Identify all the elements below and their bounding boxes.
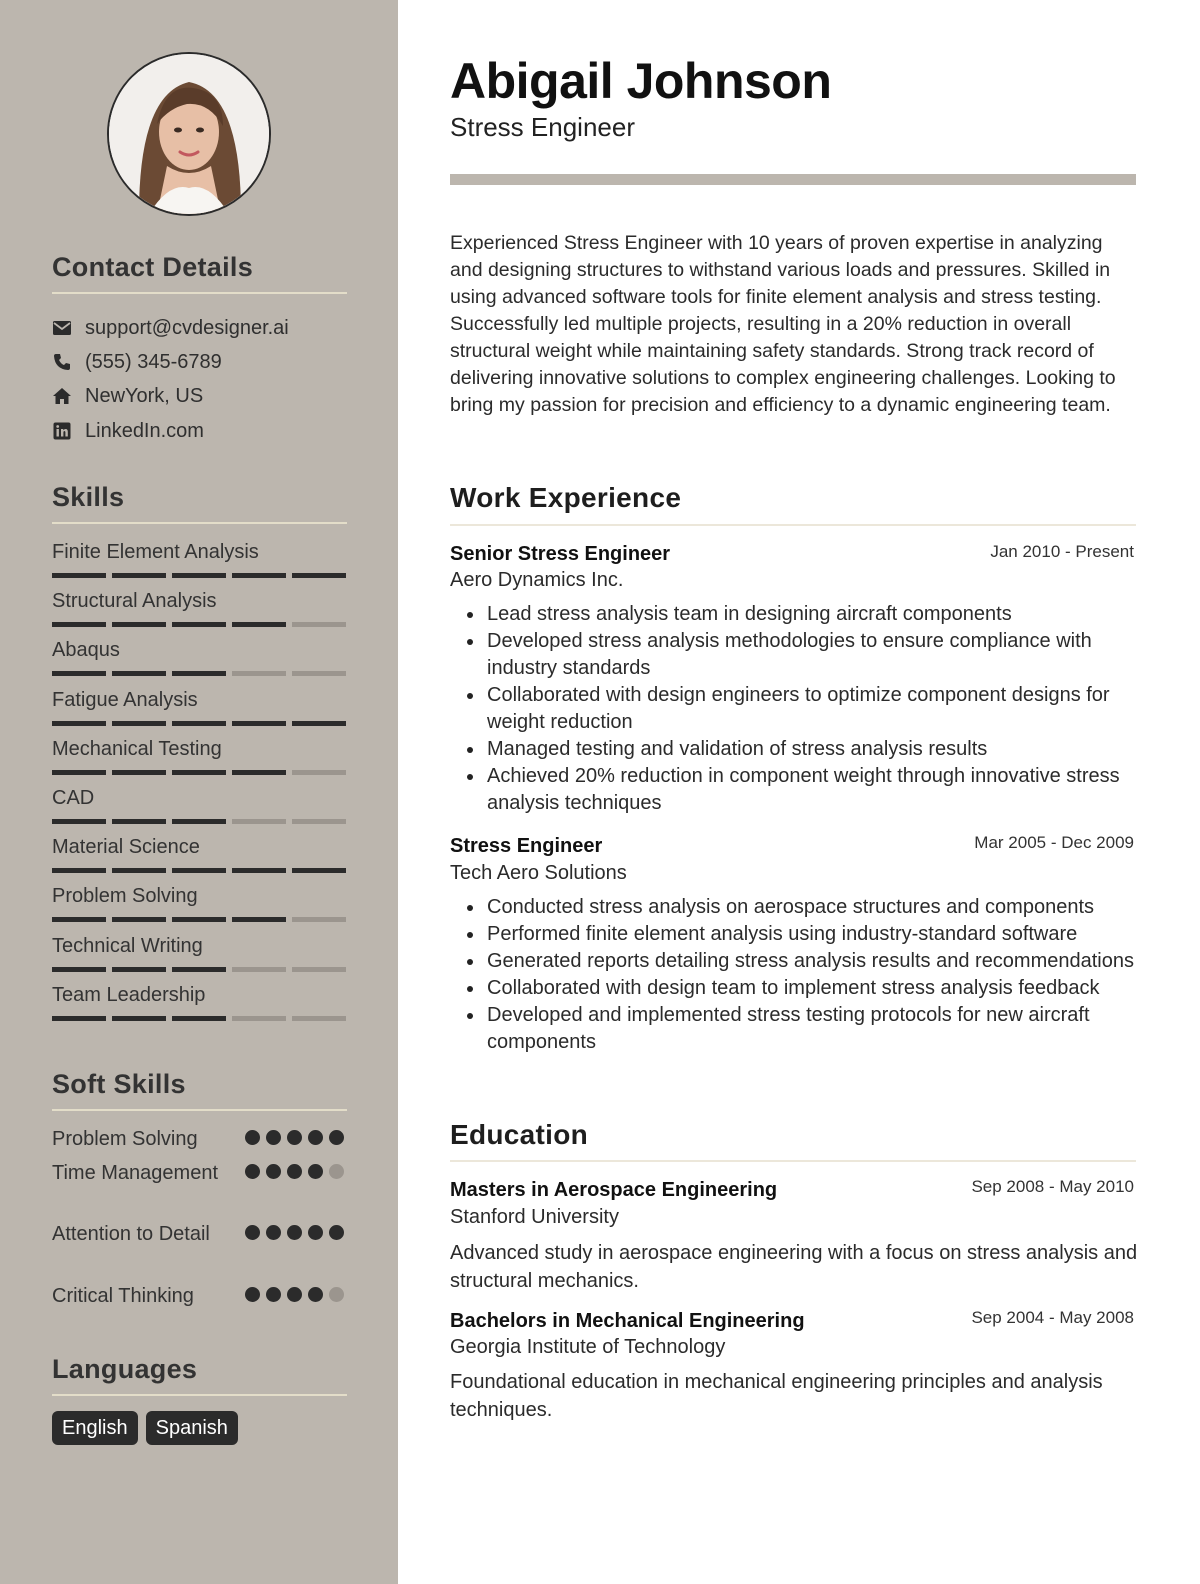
skill-level-segment — [232, 671, 286, 676]
skill-item — [52, 540, 347, 578]
soft-skill-name: Critical Thinking — [52, 1285, 194, 1307]
rating-dot — [329, 1130, 344, 1145]
language-badge: Spanish — [146, 1411, 238, 1445]
divider — [52, 522, 347, 524]
skill-level-segment — [52, 671, 106, 676]
skill-level-segment — [232, 917, 286, 922]
skill-item — [52, 688, 347, 726]
skill-level-segment — [292, 819, 346, 824]
skill-level-bar — [52, 622, 347, 627]
profile-photo — [107, 52, 271, 216]
degree-dates: Sep 2004 - May 2008 — [971, 1308, 1134, 1327]
skill-level-segment — [112, 819, 166, 824]
skill-item — [52, 786, 347, 824]
soft-skill-item — [52, 1160, 347, 1187]
rating-dot — [329, 1164, 344, 1179]
skill-name: Team Leadership — [52, 984, 206, 1006]
education-heading: Education — [450, 1119, 589, 1150]
skill-name: Finite Element Analysis — [52, 541, 259, 563]
rating-dot — [266, 1130, 281, 1145]
rating-dot — [287, 1130, 302, 1145]
rating-dot — [329, 1225, 344, 1240]
skill-level-segment — [52, 721, 106, 726]
skill-level-segment — [112, 671, 166, 676]
skill-item — [52, 934, 347, 972]
skill-name: Problem Solving — [52, 885, 198, 907]
language-badge: English — [52, 1411, 138, 1445]
contact-phone[interactable] — [52, 349, 222, 375]
soft-skills-heading: Soft Skills — [52, 1069, 186, 1099]
skill-level-segment — [172, 671, 226, 676]
skill-level-bar — [52, 967, 347, 972]
skill-level-segment — [172, 721, 226, 726]
degree-dates: Sep 2008 - May 2010 — [971, 1177, 1134, 1196]
skill-level-segment — [172, 1016, 226, 1021]
envelope-icon — [52, 318, 72, 338]
skill-level-segment — [292, 868, 346, 873]
job-bullets — [463, 894, 1143, 1056]
skill-level-segment — [232, 770, 286, 775]
rating-dot — [287, 1225, 302, 1240]
list-item: Collaborated with design team to implement stress analysis feedback — [463, 975, 1143, 1002]
candidate-name: Abigail Johnson — [450, 53, 832, 109]
skill-level-segment — [292, 721, 346, 726]
soft-skill-name: Attention to Detail — [52, 1223, 210, 1245]
skill-name: Material Science — [52, 836, 200, 858]
languages-heading: Languages — [52, 1354, 198, 1384]
skill-level-segment — [112, 622, 166, 627]
soft-skill-item — [52, 1221, 347, 1248]
divider — [52, 292, 347, 294]
linkedin-icon — [52, 421, 72, 441]
skill-level-bar — [52, 819, 347, 824]
job-dates: Mar 2005 - Dec 2009 — [974, 833, 1134, 852]
contact-email-text: support@cvdesigner.ai — [85, 316, 289, 339]
skill-level-segment — [52, 770, 106, 775]
rating-dot — [287, 1164, 302, 1179]
skill-level-segment — [232, 622, 286, 627]
rating-dot — [245, 1164, 260, 1179]
job-bullets — [463, 601, 1143, 817]
divider — [450, 1160, 1136, 1162]
soft-skill-rating — [245, 1130, 344, 1145]
skill-level-segment — [292, 573, 346, 578]
school-name: Stanford University — [450, 1206, 619, 1228]
skill-level-segment — [52, 967, 106, 972]
skill-level-segment — [232, 967, 286, 972]
skill-level-segment — [232, 868, 286, 873]
job-company: Aero Dynamics Inc. — [450, 569, 624, 591]
skills-heading: Skills — [52, 482, 125, 512]
skill-level-segment — [172, 573, 226, 578]
job-company: Tech Aero Solutions — [450, 862, 627, 884]
degree-description: Foundational education in mechanical engineering principles and analysis techniques. — [450, 1371, 1103, 1421]
skill-level-segment — [172, 917, 226, 922]
skill-level-segment — [112, 917, 166, 922]
skill-level-segment — [232, 819, 286, 824]
soft-skill-item — [52, 1283, 347, 1310]
skill-level-segment — [292, 671, 346, 676]
skill-level-segment — [292, 622, 346, 627]
candidate-role: Stress Engineer — [450, 112, 635, 142]
skill-level-segment — [52, 1016, 106, 1021]
skill-level-bar — [52, 671, 347, 676]
skill-level-bar — [52, 917, 347, 922]
skill-name: CAD — [52, 787, 95, 809]
skill-level-segment — [172, 868, 226, 873]
skill-item — [52, 835, 347, 873]
contact-email[interactable] — [52, 315, 289, 341]
degree-description: Advanced study in aerospace engineering with a focus on stress analysis and structural mechanics. — [450, 1242, 1138, 1292]
work-heading: Work Experience — [450, 482, 682, 513]
divider — [450, 524, 1136, 526]
list-item: Performed finite element analysis using industry-standard software — [463, 921, 1143, 948]
rating-dot — [308, 1287, 323, 1302]
skill-name: Abaqus — [52, 639, 120, 661]
skill-level-segment — [232, 573, 286, 578]
skill-item — [52, 589, 347, 627]
header-divider — [450, 174, 1136, 185]
languages-list — [52, 1411, 238, 1445]
job-title: Senior Stress Engineer — [450, 543, 671, 565]
skill-level-segment — [292, 770, 346, 775]
skill-level-segment — [112, 967, 166, 972]
skill-level-segment — [232, 1016, 286, 1021]
sidebar — [0, 0, 398, 1584]
soft-skill-name: Problem Solving — [52, 1128, 198, 1150]
list-item: Generated reports detailing stress analysis results and recommendations — [463, 948, 1143, 975]
skill-level-segment — [292, 917, 346, 922]
list-item: Conducted stress analysis on aerospace structures and components — [463, 894, 1143, 921]
soft-skill-name: Time Management — [52, 1162, 218, 1184]
skill-name: Mechanical Testing — [52, 738, 222, 760]
contact-linkedin-text: LinkedIn.com — [85, 419, 204, 442]
soft-skill-rating — [245, 1164, 344, 1179]
soft-skill-rating — [245, 1225, 344, 1240]
skill-name: Fatigue Analysis — [52, 689, 198, 711]
skill-level-bar — [52, 573, 347, 578]
skill-level-bar — [52, 1016, 347, 1021]
contact-phone-text: (555) 345-6789 — [85, 350, 222, 373]
contact-heading: Contact Details — [52, 252, 254, 282]
soft-skill-item — [52, 1126, 347, 1153]
list-item: Collaborated with design engineers to optimize component designs for weight reduction — [463, 682, 1143, 736]
phone-icon — [52, 352, 72, 372]
skill-level-segment — [112, 1016, 166, 1021]
skill-level-segment — [52, 917, 106, 922]
skill-level-segment — [112, 573, 166, 578]
rating-dot — [266, 1287, 281, 1302]
list-item: Developed stress analysis methodologies to ensure compliance with industry standards — [463, 628, 1143, 682]
contact-location — [52, 383, 203, 409]
degree-title: Bachelors in Mechanical Engineering — [450, 1310, 805, 1332]
skill-level-segment — [232, 721, 286, 726]
skill-level-segment — [52, 573, 106, 578]
rating-dot — [266, 1164, 281, 1179]
rating-dot — [329, 1287, 344, 1302]
job-title: Stress Engineer — [450, 835, 603, 857]
skill-level-segment — [112, 868, 166, 873]
skill-level-segment — [172, 967, 226, 972]
contact-location-text: NewYork, US — [85, 384, 204, 407]
divider — [52, 1394, 347, 1396]
rating-dot — [308, 1225, 323, 1240]
rating-dot — [245, 1287, 260, 1302]
skill-level-segment — [172, 622, 226, 627]
list-item: Managed testing and validation of stress analysis results — [463, 736, 1143, 763]
list-item: Lead stress analysis team in designing aircraft components — [463, 601, 1143, 628]
skill-level-bar — [52, 721, 347, 726]
skill-level-segment — [52, 622, 106, 627]
skill-level-segment — [112, 770, 166, 775]
school-name: Georgia Institute of Technology — [450, 1336, 726, 1358]
home-icon — [52, 386, 72, 406]
skill-name: Structural Analysis — [52, 590, 217, 612]
skill-level-segment — [292, 1016, 346, 1021]
skill-level-segment — [172, 770, 226, 775]
skill-level-bar — [52, 868, 347, 873]
skill-item — [52, 737, 347, 775]
rating-dot — [308, 1164, 323, 1179]
rating-dot — [245, 1130, 260, 1145]
summary: Experienced Stress Engineer with 10 years of proven expertise in analyzing and designing structures to withstand various loads and pressures. Skilled in using advanced software tools for finite element analysis and stress testing. Successfully led multiple projects, resulting in a 20% reduction in overall structural weight while maintaining safety standards. Strong track record of delivering innovative solutions to complex engineering challenges. Looking to bring my passion for precision and efficiency to a dynamic engineering team. — [450, 232, 1116, 416]
rating-dot — [245, 1225, 260, 1240]
rating-dot — [308, 1130, 323, 1145]
divider — [52, 1109, 347, 1111]
skill-item — [52, 884, 347, 922]
list-item: Developed and implemented stress testing protocols for new aircraft components — [463, 1002, 1143, 1056]
skill-level-segment — [292, 967, 346, 972]
skill-level-segment — [112, 721, 166, 726]
soft-skill-rating — [245, 1287, 344, 1302]
job-dates: Jan 2010 - Present — [990, 542, 1134, 561]
rating-dot — [287, 1287, 302, 1302]
skill-level-segment — [52, 819, 106, 824]
skill-level-bar — [52, 770, 347, 775]
contact-linkedin[interactable] — [52, 418, 204, 444]
skill-level-segment — [172, 819, 226, 824]
degree-title: Masters in Aerospace Engineering — [450, 1179, 778, 1201]
skill-level-segment — [52, 868, 106, 873]
skill-item — [52, 638, 347, 676]
list-item: Achieved 20% reduction in component weight through innovative stress analysis techniques — [463, 763, 1143, 817]
skill-item — [52, 983, 347, 1021]
rating-dot — [266, 1225, 281, 1240]
skill-name: Technical Writing — [52, 935, 203, 957]
